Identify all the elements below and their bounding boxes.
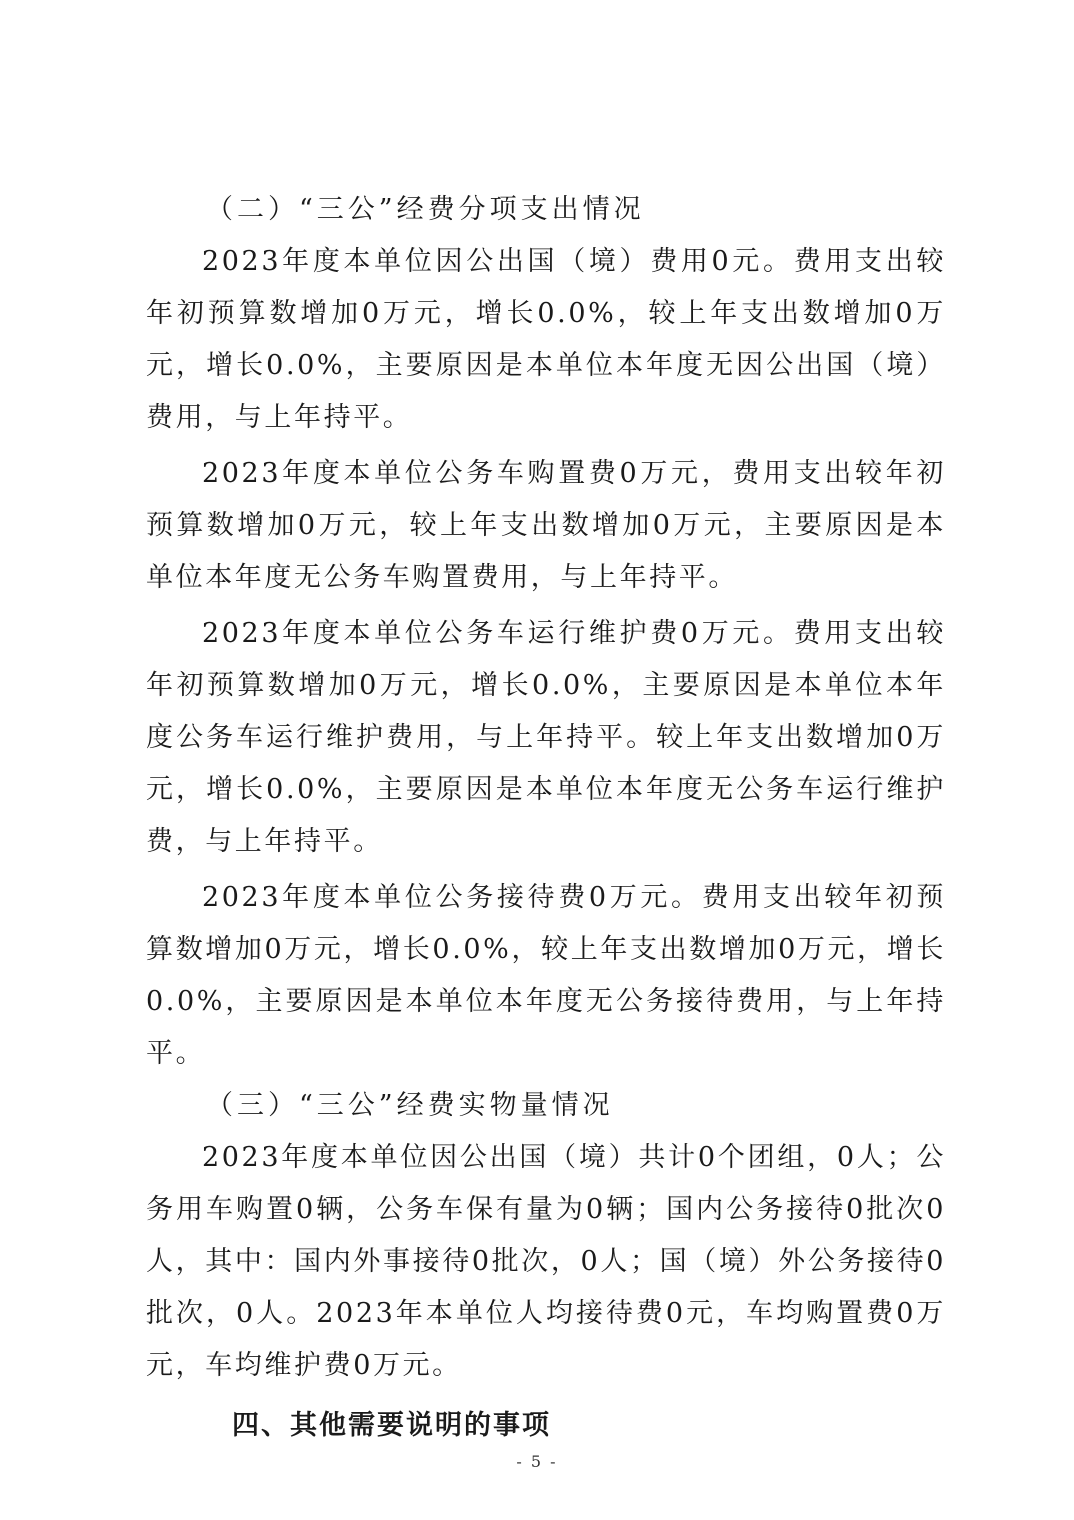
paragraph-vehicle-purchase: 2023年度本单位公务车购置费0万元，费用支出较年初预算数增加0万元，较上年支出数增加0万元，主要原因是本单位本年度无公务车购置费用，与上年持平。 xyxy=(146,458,946,593)
subheading-physical-quantities: （三）“三公”经费实物量情况 xyxy=(206,1090,614,1121)
paragraph-physical-quantities: 2023年度本单位因公出国（境）共计0个团组，0人；公务用车购置0辆，公务车保有量为0辆；国内公务接待0批次0人，其中：国内外事接待0批次，0人；国（境）外公务接待0批次，0人。2023年本单位人均接待费0元，车均购置费0万元，车均维护费0万元。 xyxy=(146,1142,946,1381)
paragraph-official-reception: 2023年度本单位公务接待费0万元。费用支出较年初预算数增加0万元，增长0.0%，较上年支出数增加0万元，增长0.0%，主要原因是本单位本年度无公务接待费用，与上年持平。 xyxy=(146,882,946,1069)
paragraph-vehicle-maintenance: 2023年度本单位公务车运行维护费0万元。费用支出较年初预算数增加0万元，增长0.0%，主要原因是本单位本年度公务车运行维护费用，与上年持平。较上年支出数增加0万元，增长0.0%，主要原因是本单位本年度无公务车运行维护费，与上年持平。 xyxy=(146,618,946,857)
section-title-other-matters: 四、其他需要说明的事项 xyxy=(232,1410,551,1441)
document-body xyxy=(146,184,946,1452)
paragraph-overseas-travel: 2023年度本单位因公出国（境）费用0元。费用支出较年初预算数增加0万元，增长0.0%，较上年支出数增加0万元，增长0.0%，主要原因是本单位本年度无因公出国（境）费用，与上年持平。 xyxy=(146,246,946,433)
subheading-expense-breakdown: （二）“三公”经费分项支出情况 xyxy=(206,194,645,225)
page-number: - 5 - xyxy=(516,1452,558,1471)
